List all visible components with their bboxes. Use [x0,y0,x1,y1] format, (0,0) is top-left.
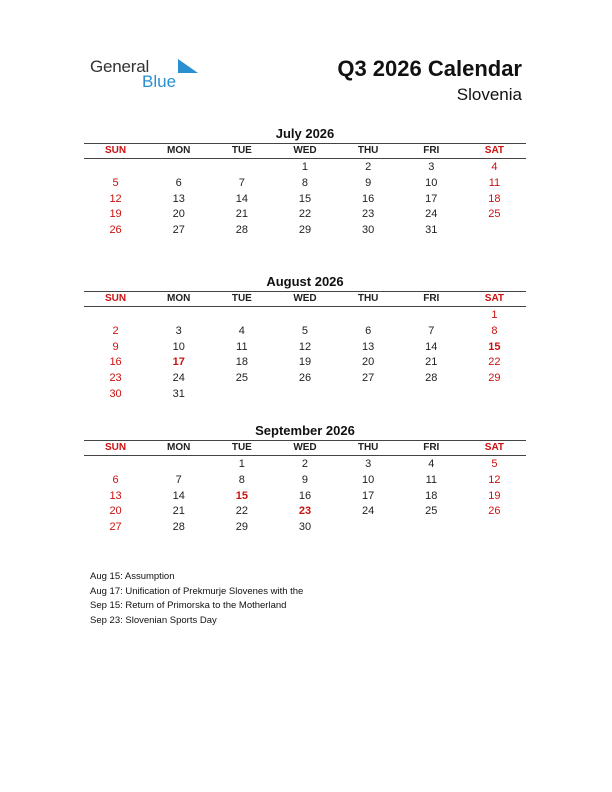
day-cell: 25 [425,505,438,518]
day-cell: 3 [365,458,372,470]
day-cell [463,519,526,535]
day-cell [210,386,273,402]
day-cell [337,307,400,323]
day-cell: 16 [298,489,312,502]
week-row [84,354,526,370]
holiday-note: Sep 23: Slovenian Sports Day [90,614,217,626]
day-cell: 18 [235,356,248,369]
day-cell: 15 [298,192,312,205]
day-cell: 28 [425,372,438,385]
day-cell: 17 [425,192,438,205]
month-calendar-september [84,422,526,535]
day-cell: 21 [425,356,438,369]
holiday-note: Aug 15: Assumption [90,571,175,582]
day-cell: 8 [301,176,309,189]
day-cell: 27 [109,521,122,534]
week-row [84,222,526,238]
week-row [84,456,526,472]
weekday-label: TUE [231,145,252,156]
day-cell: 6 [175,176,182,189]
weekday-label: THU [357,145,379,156]
day-cell [84,307,147,323]
weekday-label: TUE [231,442,252,453]
day-cell: 1 [301,161,309,173]
day-cell: 29 [298,224,312,237]
day-cell: 4 [428,458,435,470]
weekday-header [84,440,526,456]
day-cell: 7 [428,324,435,337]
holiday-date: 17 [172,356,185,369]
weekday-label: FRI [423,442,440,453]
holiday-date: 15 [235,489,248,502]
day-cell: 24 [425,208,438,221]
day-cell: 19 [488,489,501,502]
day-cell: 8 [491,324,498,337]
day-cell [84,456,147,472]
day-cell: 14 [172,489,185,502]
day-cell: 21 [172,505,185,518]
logo-flag-icon [178,59,198,73]
weekday-label: SUN [105,293,127,304]
day-cell: 26 [488,505,501,518]
day-cell: 10 [362,473,375,486]
week-row [84,175,526,191]
day-cell: 26 [109,224,122,237]
day-cell: 7 [175,473,182,486]
day-cell [147,456,210,472]
week-row [84,159,526,175]
weekday-label: SUN [105,442,127,453]
week-row [84,339,526,355]
weekday-label: FRI [423,293,440,304]
day-cell: 29 [488,372,501,385]
day-cell: 3 [428,161,435,173]
day-cell: 6 [112,473,119,486]
weekday-label: FRI [423,145,440,156]
day-cell: 24 [172,372,185,385]
day-cell [400,307,463,323]
day-cell: 22 [488,356,501,369]
weekday-header [84,143,526,159]
week-row [84,488,526,504]
day-cell: 8 [238,473,245,486]
holiday-note: Sep 15: Return of Primorska to the Motherland [90,600,287,611]
day-cell: 24 [362,505,375,518]
day-cell: 20 [362,356,375,369]
day-cell: 1 [491,309,498,321]
day-cell: 4 [491,161,498,173]
logo [90,55,200,95]
day-cell: 1 [238,458,245,470]
weekday-label: SAT [484,293,505,304]
day-cell: 5 [112,176,119,189]
day-cell [147,307,210,323]
day-cell: 28 [235,224,248,237]
day-cell: 2 [365,161,372,173]
day-cell: 9 [112,340,119,353]
day-cell: 2 [112,324,119,337]
day-cell [210,307,273,323]
day-cell: 12 [488,473,501,486]
week-row [84,323,526,339]
week-row [84,472,526,488]
day-cell: 27 [362,372,375,385]
day-cell: 5 [301,324,309,337]
week-row [84,206,526,222]
day-cell: 3 [175,324,182,337]
day-cell [337,386,400,402]
day-cell: 30 [298,521,312,534]
day-cell: 5 [491,458,498,470]
weekday-label: TUE [231,293,252,304]
month-title: July 2026 [275,126,335,141]
weekday-label: MON [167,145,191,156]
logo-text-general: General [90,57,150,76]
weekday-label: MON [167,442,191,453]
week-row [84,386,526,402]
day-cell [337,519,400,535]
day-cell: 12 [298,340,312,353]
day-cell [84,159,147,175]
day-cell: 23 [362,208,375,221]
weekday-label: MON [167,293,191,304]
day-cell: 26 [298,372,312,385]
day-cell: 25 [235,372,248,385]
day-cell [273,307,336,323]
weekday-label: SAT [484,442,505,453]
week-row [84,307,526,323]
day-cell: 11 [236,340,248,353]
weekday-label: WED [293,442,317,453]
day-cell: 14 [425,340,438,353]
day-cell: 11 [488,176,501,189]
day-cell: 14 [235,192,248,205]
month-title: September 2026 [255,423,355,438]
day-cell: 9 [301,473,309,486]
day-cell: 28 [172,521,185,534]
day-cell: 30 [109,387,122,400]
day-cell: 23 [109,372,122,385]
day-cell [273,386,336,402]
week-row [84,370,526,386]
day-cell: 4 [238,324,245,337]
holiday-notes [90,570,303,628]
day-cell: 22 [298,208,312,221]
holiday-note: Aug 17: Unification of Prekmurje Slovenes with the [90,585,304,597]
day-cell: 20 [172,208,185,221]
day-cell [400,386,463,402]
day-cell: 27 [172,224,185,237]
day-cell: 13 [109,489,122,502]
day-cell: 2 [301,458,309,470]
weekday-header [84,291,526,307]
page-title: Q3 2026 Calendar [337,56,522,81]
month-calendar-august [84,273,526,402]
day-cell: 21 [235,208,248,221]
day-cell: 18 [425,489,438,502]
day-cell: 19 [298,356,312,369]
day-cell: 20 [109,505,122,518]
day-cell: 25 [488,208,501,221]
day-cell [463,222,526,238]
day-cell: 16 [109,356,122,369]
month-calendar-july [84,125,526,238]
day-cell: 10 [172,340,185,353]
month-title: August 2026 [266,274,344,289]
day-cell: 31 [172,387,185,400]
day-cell: 22 [235,505,248,518]
day-cell [463,386,526,402]
weekday-label: THU [357,293,379,304]
weekday-label: THU [357,442,379,453]
weekday-label: SUN [105,145,127,156]
day-cell: 7 [238,176,245,189]
day-cell: 6 [365,324,372,337]
day-cell: 10 [425,176,438,189]
day-cell: 30 [362,224,375,237]
week-row [84,519,526,535]
weekday-label: WED [293,145,317,156]
day-cell: 29 [235,521,248,534]
week-row [84,191,526,207]
week-row [84,503,526,519]
day-cell: 11 [425,473,437,486]
day-cell: 17 [362,489,375,502]
day-cell: 31 [425,224,438,237]
day-cell: 13 [172,192,185,205]
day-cell: 12 [109,192,122,205]
day-cell [210,159,273,175]
day-cell [147,159,210,175]
holiday-date: 23 [298,505,312,518]
day-cell: 13 [362,340,375,353]
day-cell: 19 [109,208,122,221]
holiday-date: 15 [488,340,501,353]
weekday-label: SAT [484,145,505,156]
weekday-label: WED [293,293,317,304]
day-cell [400,519,463,535]
country-name: Slovenia [456,85,522,104]
day-cell: 18 [488,192,501,205]
day-cell: 16 [362,192,375,205]
day-cell: 9 [365,176,372,189]
logo-text-blue: Blue [142,72,177,91]
